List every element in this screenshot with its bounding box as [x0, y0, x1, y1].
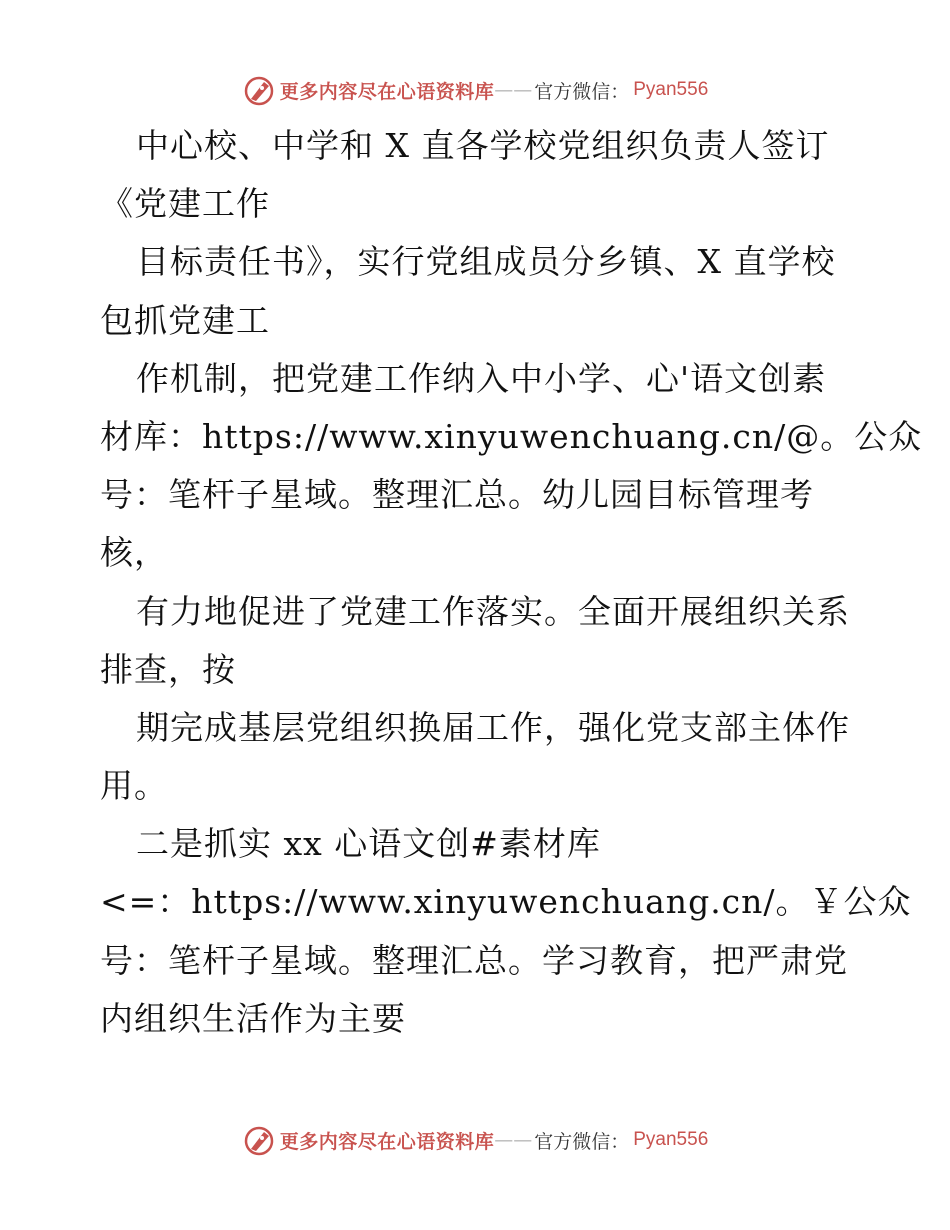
- document-body: [100, 117, 923, 1048]
- pen-nib-logo-icon: [242, 73, 276, 107]
- header-banner-text: 更多内容尽在心语资料库: [279, 80, 495, 103]
- text-line: 用。: [100, 766, 168, 806]
- text-line: 包抓党建工: [100, 300, 270, 340]
- text-line: 中心校、中学和 X 直各学校党组织负责人签订: [136, 126, 830, 165]
- text-line: 内组织生活作为主要: [100, 998, 406, 1038]
- text-line: 《党建工作: [100, 184, 270, 224]
- text-line: 有力地促进了党建工作落实。全面开展组织关系: [136, 591, 850, 631]
- pen-nib-logo-icon: [242, 1123, 276, 1157]
- header-banner-dash: ——: [494, 79, 533, 101]
- text-line: <=：https://www.xinyuwenchuang.cn/。￥公众: [100, 882, 912, 922]
- text-line: 排查，按: [100, 649, 236, 689]
- footer-banner: [0, 1120, 950, 1160]
- footer-wechat-label: 官方微信：: [534, 1130, 630, 1153]
- footer-banner-dash: ——: [494, 1129, 533, 1151]
- header-banner: [0, 70, 950, 110]
- text-line: 号：笔杆子星域。整理汇总。幼儿园目标管理考: [100, 475, 814, 515]
- text-line: 材库：https://www.xinyuwenchuang.cn/@。公众: [100, 416, 923, 456]
- header-wechat-label: 官方微信：: [534, 80, 630, 103]
- text-line: 作机制，把党建工作纳入中小学、心'语文创素: [136, 358, 827, 398]
- footer-wechat-id: Pyan556: [633, 1129, 709, 1150]
- text-line: 期完成基层党组织换届工作，强化党支部主体作: [136, 707, 850, 747]
- text-line: 目标责任书》，实行党组成员分乡镇、X 直学校: [136, 242, 836, 282]
- text-line: 二是抓实 xx 心语文创#素材库: [136, 824, 601, 864]
- text-line: 核，: [100, 533, 168, 573]
- text-line: 号：笔杆子星域。整理汇总。学习教育，把严肃党: [100, 940, 848, 980]
- header-wechat-id: Pyan556: [633, 79, 709, 100]
- footer-banner-text: 更多内容尽在心语资料库: [279, 1130, 495, 1153]
